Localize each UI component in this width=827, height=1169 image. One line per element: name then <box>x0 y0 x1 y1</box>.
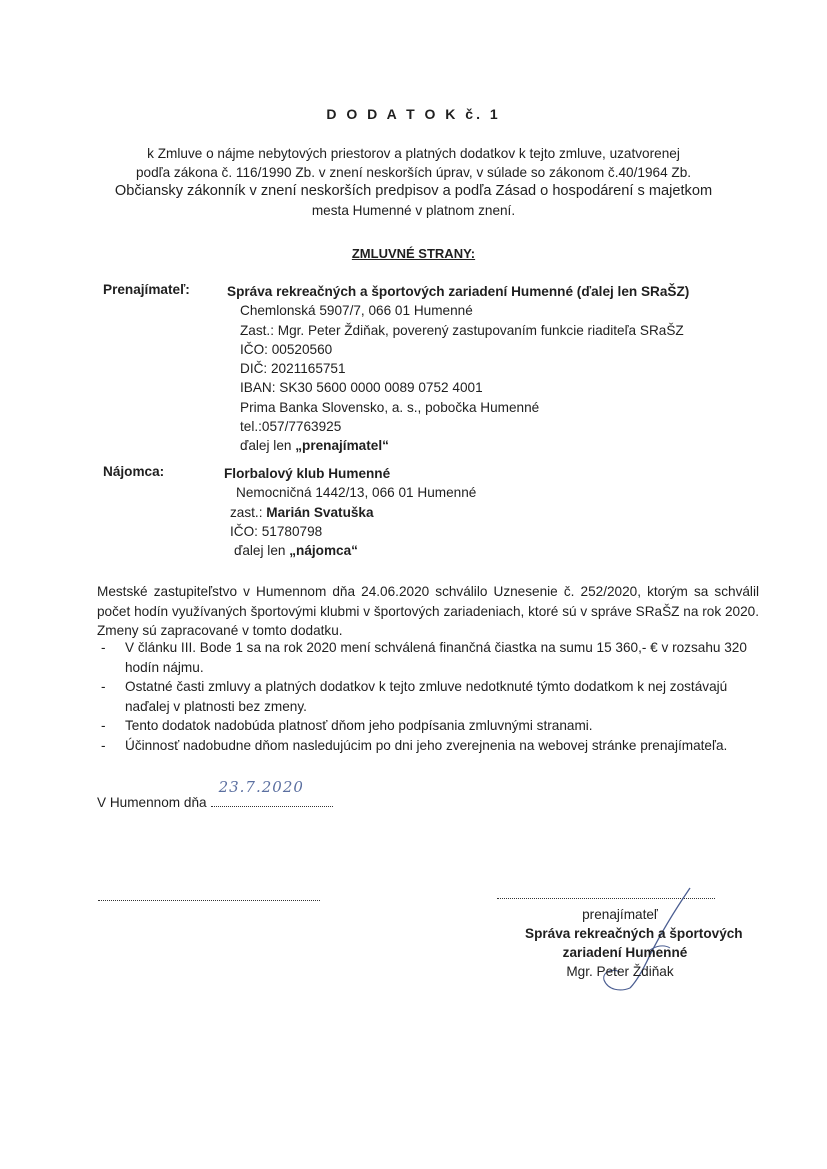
resolution-text: Mestské zastupiteľstvo v Humennom dňa 24.06.2020 schválilo Uznesenie č. 252/2020, ktorým sa schválil počet hodín využívaných športovými klubmi v športových zariadeniach, ktoré sú v správe SRaŠZ na rok 2020. Zmeny sú zapracované v tomto dodatku. <box>97 584 759 639</box>
landlord-alias-prefix: ďalej len <box>240 438 296 454</box>
list-item <box>97 677 759 716</box>
tenant-name: Florbalový klub Humenné <box>224 466 391 481</box>
intro-line-1: k Zmluve o nájme nebytových priestorov a platných dodatkov k tejto zmluve, uzatvorenej <box>147 146 680 161</box>
tenant-alias <box>224 541 476 560</box>
landlord-address: Chemlonská 5907/7, 066 01 Humenné <box>240 303 473 319</box>
document-title: D O D A T O K č. 1 <box>326 106 501 122</box>
landlord-bank: Prima Banka Slovensko, a. s., pobočka Humenné <box>240 399 540 415</box>
landlord-phone: tel.:057/7763925 <box>240 419 342 435</box>
list-item-text: Tento dodatok nadobúda platnosť dňom jeho podpísania zmluvnými stranami. <box>125 718 593 734</box>
date-field <box>211 778 333 807</box>
list-item <box>97 736 759 756</box>
tenant-representative <box>224 503 476 522</box>
intro-line-3: Občiansky zákonník v znení neskorších predpisov a podľa Zásad o hospodárení s majetkom <box>114 183 713 199</box>
tenant-ico: IČO: 51780798 <box>230 523 323 539</box>
landlord-dic: DIČ: 2021165751 <box>240 361 346 377</box>
amendment-list <box>97 638 759 756</box>
signatory-role: prenajímateľ <box>582 907 658 922</box>
landlord-details <box>227 282 689 456</box>
dash-mark: - <box>101 679 106 695</box>
tenant-address: Nemocničná 1442/13, 066 01 Humenné <box>236 485 477 501</box>
tenant-alias-prefix: ďalej len <box>234 543 290 559</box>
tenant-rep-name: Marián Svatuška <box>266 504 374 520</box>
landlord-label: Prenajímateľ: <box>103 282 190 297</box>
tenant-alias-name: „nájomca“ <box>289 543 358 559</box>
dash-mark: - <box>101 640 106 655</box>
handwritten-date: 23.7.2020 <box>218 778 304 796</box>
landlord-representative: Zast.: Mgr. Peter Ždiňak, poverený zastupovaním funkcie riaditeľa SRaŠZ <box>240 322 684 338</box>
parties-heading: ZMLUVNÉ STRANY: <box>351 246 476 261</box>
dash-mark: - <box>101 718 106 734</box>
tenant-rep-prefix: zast.: <box>230 504 267 520</box>
place-label: V Humennom dňa <box>97 795 207 810</box>
place-date-line <box>97 778 333 810</box>
landlord-iban: IBAN: SK30 5600 0000 0089 0752 4001 <box>240 380 483 396</box>
intro-text <box>60 144 767 220</box>
list-item <box>97 638 759 677</box>
list-item <box>97 716 759 736</box>
landlord-signature-block <box>480 905 743 981</box>
landlord-ico: IČO: 00520560 <box>240 341 333 357</box>
tenant-details <box>224 464 476 560</box>
list-item-text: Účinnosť nadobudne dňom nasledujúcim po dni jeho zverejnenia na webovej stránke prenajímateľa. <box>125 737 728 753</box>
landlord-alias-name: „prenajímatel“ <box>295 438 389 454</box>
intro-line-4: mesta Humenné v platnom znení. <box>311 203 516 218</box>
intro-line-2: podľa zákona č. 116/1990 Zb. v znení neskorších úprav, v súlade so zákonom č.40/1964 Zb. <box>135 165 692 180</box>
tenant-signature-line <box>98 900 320 901</box>
list-item-text: Ostatné časti zmluvy a platných dodatkov k tejto zmluve nedotknuté týmto dodatkom k nej zostávajú naďalej v platnosti bez zmeny. <box>125 679 728 714</box>
signatory-org-line-2: zariadení Humenné <box>562 945 688 960</box>
dash-mark: - <box>101 737 106 753</box>
signatory-org-line-1: Správa rekreačných a športových <box>525 926 743 941</box>
landlord-name: Správa rekreačných a športových zariadení Humenné (ďalej len SRaŠZ) <box>227 284 690 299</box>
resolution-paragraph <box>97 582 759 641</box>
signatory-name: Mgr. Peter Ždiňak <box>566 964 674 979</box>
list-item-text: V článku III. Bode 1 sa na rok 2020 mení schválená finančná čiastka na sumu 15 360,- € v rozsahu 320 hodín nájmu. <box>125 640 747 675</box>
landlord-alias <box>227 436 689 455</box>
tenant-label: Nájomca: <box>103 464 165 479</box>
